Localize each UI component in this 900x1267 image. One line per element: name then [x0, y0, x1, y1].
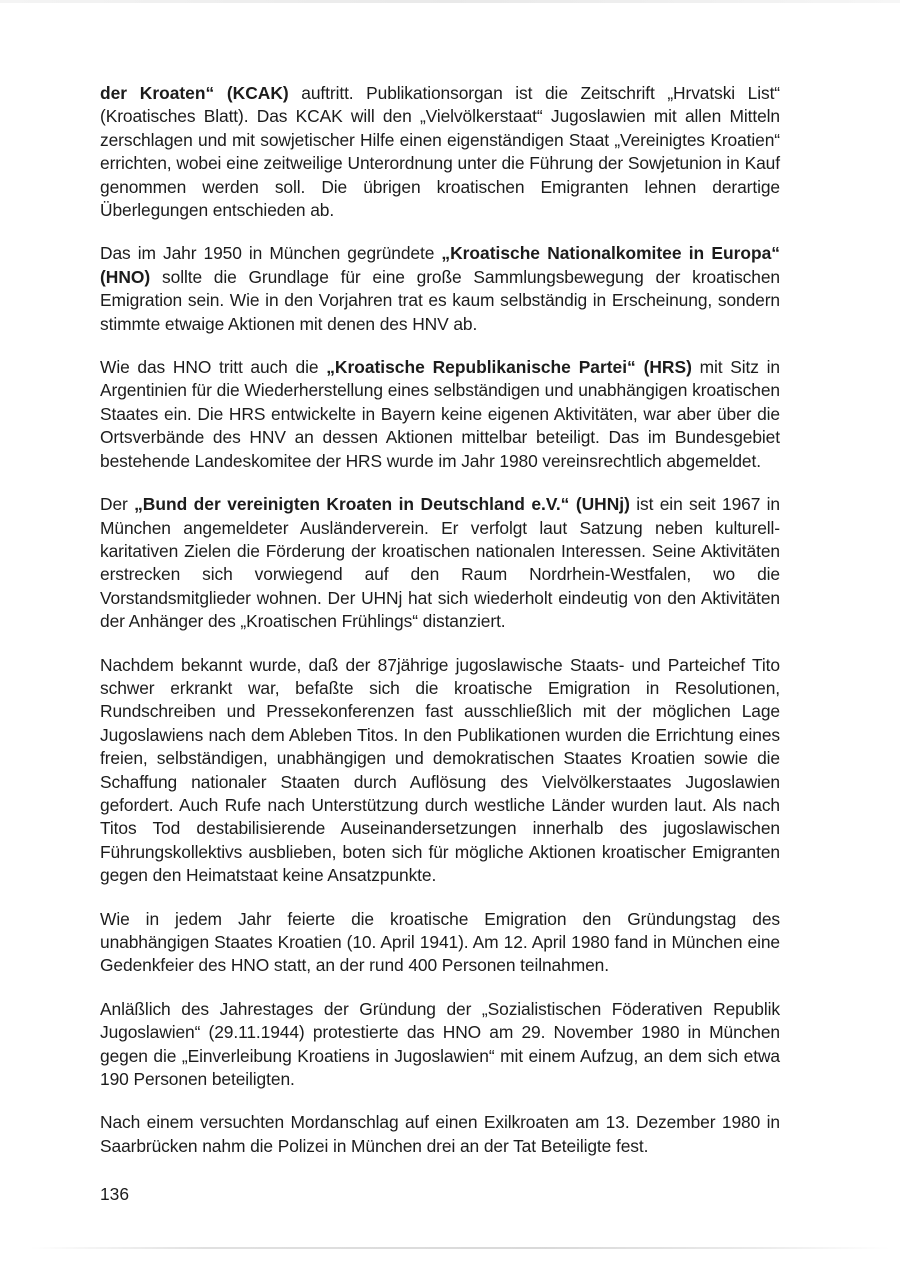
page-number: 136	[100, 1184, 130, 1204]
bold-organization-name: „Bund der vereinigten Kroaten in Deutschland e.V.“ (UHNj)	[134, 494, 630, 515]
paragraph-text: Nachdem bekannt wurde, daß der 87jährige jugoslawische Staats- und Parteichef Tito schwer erkrankt war, befaßte sich die kroatische Emigration in Resolutionen, Rundschreiben und Pressekonferenzen fast ausschließlich mit der möglichen Lage Jugoslawiens nach dem Ableben Titos. In den Publikationen wurden die Errichtung eines freien, selbständigen, unabhängigen und demokratischen Staates Kroatien sowie die Schaffung nationaler Staaten durch Auflösung des Vielvölkerstaates Jugoslawien gefordert. Auch Rufe nach Unterstützung durch westliche Länder wurden laut. Als nach Titos Tod destabilisierende Auseinandersetzungen innerhalb des jugoslawischen Führungskollektivs ausblieben, boten sich für mögliche Aktionen kroatischer Emigranten gegen den Heimatstaat keine Ansatzpunkte.	[100, 654, 780, 886]
paragraph-text: Anläßlich des Jahrestages der Gründung der „Sozialistischen Föderativen Republik Jugoslawien“ (29.11.1944) protestierte das HNO am 29. November 1980 in München gegen die „Einverleibung Kroatiens in Jugoslawien“ mit einem Aufzug, an dem sich etwa 190 Personen beteiligten.	[100, 998, 780, 1090]
paragraph	[100, 242, 780, 336]
paragraph-text: Nach einem versuchten Mordanschlag auf einen Exilkroaten am 13. Dezember 1980 in Saarbrücken nahm die Polizei in München drei an der Tat Beteiligte fest.	[100, 1112, 780, 1156]
paragraph	[100, 908, 780, 978]
paragraph	[100, 493, 780, 633]
bold-organization-name: „Kroatische Republikanische Partei“ (HRS)	[326, 357, 692, 378]
paragraph-text: ist ein seit 1967 in München angemeldeter Ausländerverein. Er verfolgt laut Satzung neben kulturell-karitativen Zielen die Förderung der kroatischen nationalen Interessen. Seine Aktivitäten erstrecken sich vorwiegend auf den Raum Nordrhein-Westfalen, wo die Vorstandsmitglieder wohnen. Der UHNj hat sich wiederholt eindeutig von den Aktivitäten der Anhänger des „Kroatischen Frühlings“ distanziert.	[100, 494, 780, 632]
paragraph-text: Der	[100, 494, 135, 515]
paragraph-text: Wie in jedem Jahr feierte die kroatische Emigration den Gründungstag des unabhängigen Staates Kroatien (10. April 1941). Am 12. April 1980 fand in München eine Gedenkfeier des HNO statt, an der rund 400 Personen teilnahmen.	[100, 908, 780, 976]
paragraph	[100, 998, 780, 1092]
bold-organization-name: der Kroaten“ (KCAK)	[100, 83, 289, 103]
body-text	[100, 82, 780, 1178]
paragraph	[100, 82, 780, 222]
bold-organization-name: „Kroatische Nationalkomitee in Europa“ (HNO)	[100, 243, 780, 287]
paragraph-text: auftritt. Publikationsorgan ist die Zeitschrift „Hrvatski List“ (Kroatisches Blatt). Das KCAK will den „Vielvölkerstaat“ Jugoslawien mit allen Mitteln zerschlagen und mit sowjetischer Hilfe einen eigenständigen Staat „Vereinigtes Kroatien“ errichten, wobei eine zeitweilige Unterordnung unter die Führung der Sowjetunion in Kauf genommen werden soll. Die übrigen kroatischen Emigranten lehnen derartige Überlegungen entschieden ab.	[100, 83, 780, 221]
paragraph-text: sollte die Grundlage für eine große Sammlungsbewegung der kroatischen Emigration sein. Wie in den Vorjahren trat es kaum selbständig in Erscheinung, sondern stimmte etwaige Aktionen mit denen des HNV ab.	[100, 266, 780, 334]
paragraph	[100, 356, 780, 473]
paragraph-text: Wie das HNO tritt auch die	[100, 357, 327, 378]
paragraph-text: mit Sitz in Argentinien für die Wiederherstellung eines selbständigen und unabhängigen kroatischen Staates ein. Die HRS entwickelte in Bayern keine eigenen Aktivitäten, war aber über die Ortsverbände des HNV an dessen Aktionen mittelbar beteiligt. Das im Bundesgebiet bestehende Landeskomitee der HRS wurde im Jahr 1980 vereinsrechtlich abgemeldet.	[100, 357, 780, 471]
paragraph-text: Das im Jahr 1950 in München gegründete	[100, 243, 442, 264]
scan-edge-top	[0, 0, 900, 3]
paragraph	[100, 1111, 780, 1158]
scan-edge-bottom	[30, 1247, 890, 1249]
paragraph	[100, 654, 780, 888]
